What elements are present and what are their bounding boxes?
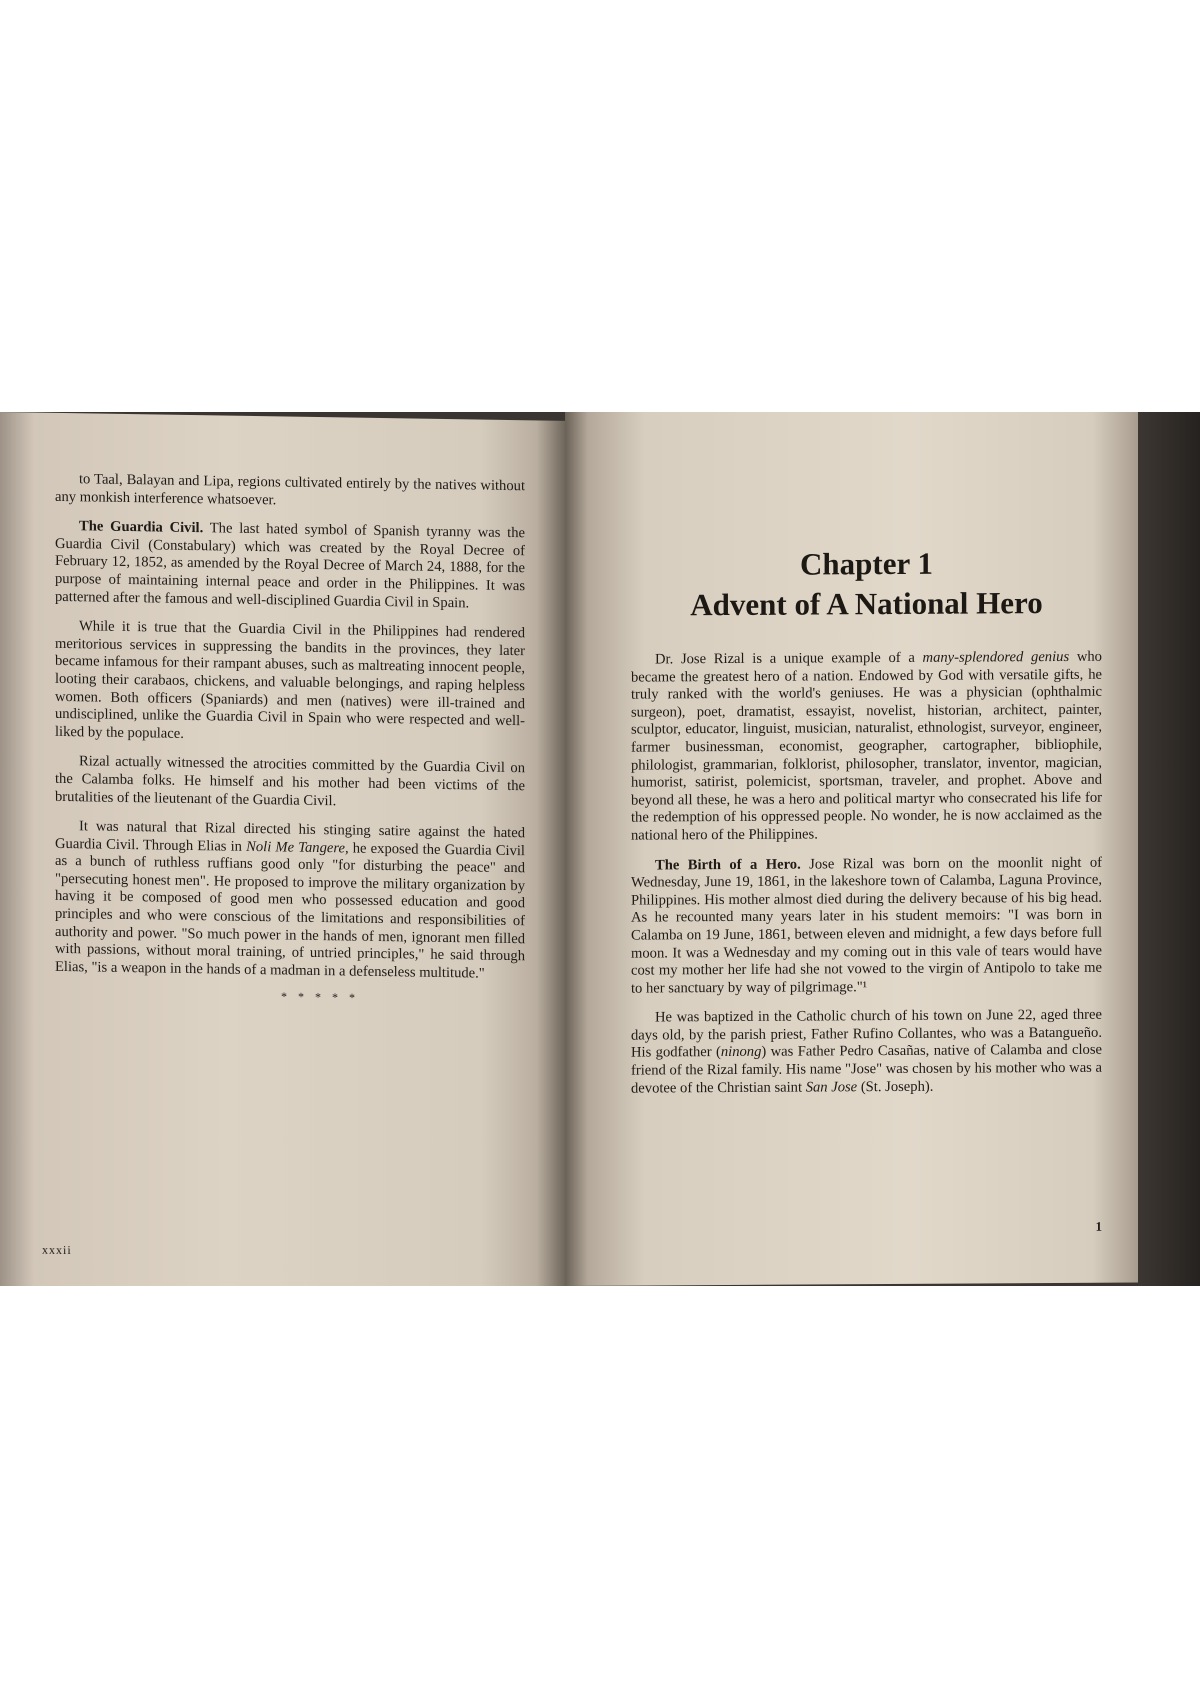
text-segment: (St. Joseph).	[857, 1078, 934, 1095]
left-page-body	[55, 471, 525, 984]
right-page	[565, 412, 1138, 1286]
paragraph	[55, 618, 525, 749]
paragraph	[55, 753, 525, 813]
left-page	[0, 412, 565, 1286]
page-number-right: 1	[1095, 1218, 1102, 1234]
paragraph	[55, 518, 525, 613]
book-spread	[0, 412, 1200, 1286]
text-segment: to Taal, Balayan and Lipa, regions cultivated entirely by the natives without any monkish interference whatsoever.	[55, 471, 525, 508]
paragraph	[631, 854, 1102, 998]
paragraph	[631, 649, 1102, 845]
text-segment: Jose Rizal was born on the moonlit night of Wednesday, June 19, 1861, in the lakeshore town of Calamba, Laguna Province, Philippines. His mother almost died during the delivery because of his big head. As he recounted many years later in his student memoirs: "I was born in Calamba on 19 June, 1861, between eleven and midnight, a few days before full moon. It was a Wednesday and my coming out in this vale of tears would have cost my mother her life had she not vowed to the virgin of Antipolo to take me to her sanctuary by way of pilgrimage."¹	[631, 854, 1103, 997]
text-segment: Rizal actually witnessed the atrocities committed by the Guardia Civil on the Calamba folks. He himself and his mother had been victims of the brutalities of the lieutenant of the Guardia Civil.	[55, 753, 525, 809]
italic-text: ninong	[720, 1044, 762, 1061]
paragraph	[55, 818, 525, 984]
italic-text: Noli Me Tangere,	[246, 838, 349, 857]
book-edge-shadow	[1138, 412, 1200, 1286]
right-page-body	[631, 649, 1102, 1098]
paragraph	[631, 1007, 1102, 1098]
chapter-title: Advent of A National Hero	[690, 585, 1043, 623]
text-segment: ) was Father Pedro Casañas, native of Calamba and close friend of the Rizal family. His name "Jose" was chosen by his mother who was a devotee of the Christian saint	[631, 1042, 1102, 1097]
paragraph-lead: The Guardia Civil.	[79, 518, 204, 537]
text-segment: who became the greatest hero of a nation. Endowed by God with versatile gifts, he truly ranked with the world's geniuses. He was a physician (ophthalmic surgeon), poet, dramatist, essayist, novelist, historian, architect, painter, sculptor, educator, linguist, musician, naturalist, ethnologist, surveyor, engineer, farmer businessman, economist, geographer, cartographer, bibliophile, philologist, grammarian, folklorist, philosopher, translator, inventor, magician, humorist, satirist, polemicist, sportsman, traveler, and prophet. Above and beyond all these, he was a hero and political martyr who consecrated his life for the redemption of his oppressed people. No wonder, he is now acclaimed as the national hero of the Philippines.	[631, 648, 1102, 844]
chapter-number: Chapter 1	[800, 545, 933, 582]
paragraph-lead: The Birth of a Hero.	[655, 856, 801, 873]
text-segment: It was natural that Rizal directed his stinging satire against the hated Guardia Civil. Through Elias in	[55, 818, 525, 855]
section-separator: * * * * *	[281, 989, 359, 1006]
italic-text: many-splendored genius	[922, 648, 1070, 666]
paragraph	[55, 471, 525, 514]
chapter-heading	[631, 412, 1102, 626]
text-segment: he exposed the Guardia Civil as a bunch of ruthless ruffians good only "for disturbing the peace" and "persecuting honest men". He proposed to improve the military organization by having it be composed of good men who possessed education and good principles and who were conscious of the limitations and responsibilities of authority and power. "So much power in the hands of men, ignorant men filled with passions, without moral training, of untried principles," he said through Elias, "is a weapon in the hands of a madman in a defenseless multitude."	[55, 840, 525, 982]
page-number-left: xxxii	[42, 1242, 72, 1258]
text-segment: He was baptized in the Catholic church of his town on June 22, aged three days old, by the parish priest, Father Rufino Collantes, who was a Batangueño. His godfather (	[631, 1007, 1102, 1062]
text-segment: The last hated symbol of Spanish tyranny was the Guardia Civil (Constabulary) which was created by the Royal Decree of February 12, 1852, as amended by the Royal Decree of March 24, 1888, for the purpose of maintaining internal peace and order in the Philippines. It was patterned after the famous and well-disciplined Guardia Civil in Spain.	[55, 520, 525, 611]
text-segment: While it is true that the Guardia Civil in the Philippines had rendered meritorious services in suppressing the bandits in the provinces, they later became infamous for their rampant abuses, such as maltreating innocent people, looting their carabaos, chickens, and valuable belongings, and raping helpless women. Both officers (Spaniards) and men (natives) were ill-trained and undisciplined, unlike the Guardia Civil in Spain who were respected and well-liked by the populace.	[55, 618, 525, 742]
italic-text: San Jose	[805, 1078, 858, 1096]
text-segment: Dr. Jose Rizal is a unique example of a	[655, 649, 923, 668]
